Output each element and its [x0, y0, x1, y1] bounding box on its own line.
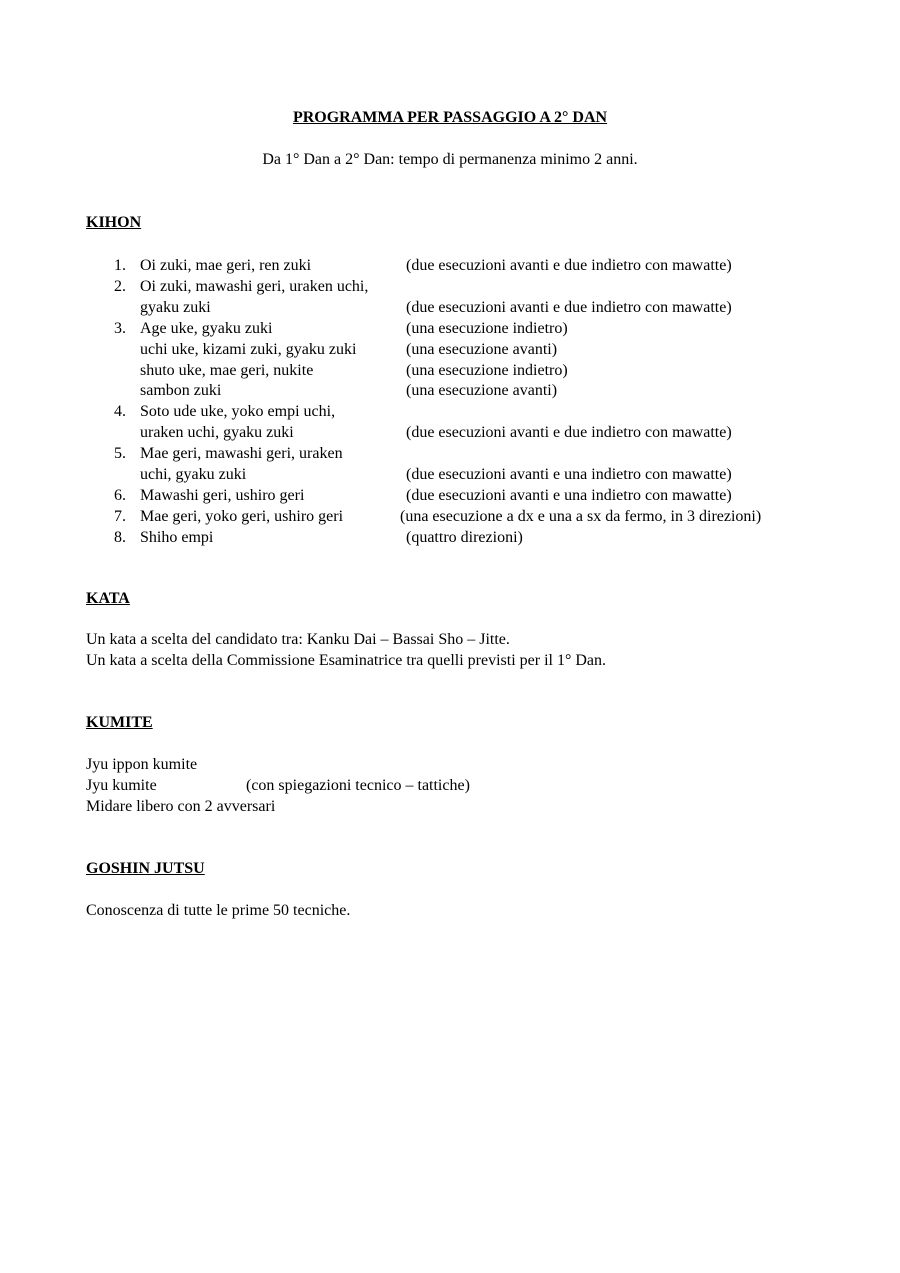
kumite-line: Midare libero con 2 avversari — [86, 798, 276, 815]
kihon-execution-note: (due esecuzioni avanti e due indietro con mawatte) — [406, 299, 732, 316]
kihon-item-number: 4. — [114, 403, 126, 420]
kihon-item-number: 3. — [114, 320, 126, 337]
kihon-execution-note: (due esecuzioni avanti e due indietro con mawatte) — [406, 424, 732, 441]
kihon-execution-note: (una esecuzione a dx e una a sx da fermo, in 3 direzioni) — [400, 508, 762, 525]
kata-heading: KATA — [86, 590, 130, 607]
kihon-technique: shuto uke, mae geri, nukite — [140, 362, 314, 379]
kumite-line: Jyu ippon kumite — [86, 756, 198, 773]
kihon-technique: Oi zuki, mae geri, ren zuki — [140, 257, 312, 274]
kihon-item-number: 6. — [114, 487, 126, 504]
kihon-item-number: 2. — [114, 278, 126, 295]
kihon-execution-note: (due esecuzioni avanti e due indietro con mawatte) — [406, 257, 732, 274]
kihon-execution-note: (due esecuzioni avanti e una indietro con mawatte) — [406, 487, 732, 504]
kihon-technique: Age uke, gyaku zuki — [140, 320, 273, 337]
kumite-heading: KUMITE — [86, 714, 153, 731]
kata-line: Un kata a scelta della Commissione Esaminatrice tra quelli previsti per il 1° Dan. — [86, 652, 607, 669]
kihon-execution-note: (due esecuzioni avanti e una indietro con mawatte) — [406, 466, 732, 483]
kihon-execution-note: (una esecuzione indietro) — [406, 362, 568, 379]
page-title: PROGRAMMA PER PASSAGGIO A 2° DAN — [292, 109, 608, 126]
kihon-technique: Oi zuki, mawashi geri, uraken uchi, — [140, 278, 369, 295]
kihon-execution-note: (una esecuzione avanti) — [406, 382, 558, 399]
kihon-execution-note: (una esecuzione avanti) — [406, 341, 558, 358]
kihon-item-number: 8. — [114, 529, 126, 546]
kihon-item-number: 7. — [114, 508, 126, 525]
kihon-technique: Mae geri, yoko geri, ushiro geri — [140, 508, 344, 525]
kihon-technique: Mawashi geri, ushiro geri — [140, 487, 305, 504]
goshin-jutsu-heading: GOSHIN JUTSU — [86, 860, 205, 877]
page-subtitle: Da 1° Dan a 2° Dan: tempo di permanenza minimo 2 anni. — [262, 151, 638, 168]
kihon-execution-note: (una esecuzione indietro) — [406, 320, 568, 337]
kihon-technique: uraken uchi, gyaku zuki — [140, 424, 294, 441]
kihon-technique: Shiho empi — [140, 529, 214, 546]
kihon-technique: gyaku zuki — [140, 299, 211, 316]
goshin-jutsu-line: Conoscenza di tutte le prime 50 tecniche. — [86, 902, 351, 919]
kihon-technique: Soto ude uke, yoko empi uchi, — [140, 403, 336, 420]
kihon-item-number: 1. — [114, 257, 126, 274]
kumite-line-label: Jyu kumite — [86, 777, 157, 794]
kumite-line-note: (con spiegazioni tecnico – tattiche) — [246, 777, 470, 794]
kihon-heading: KIHON — [86, 214, 142, 231]
kihon-technique: Mae geri, mawashi geri, uraken — [140, 445, 343, 462]
kihon-item-number: 5. — [114, 445, 126, 462]
kihon-technique: sambon zuki — [140, 382, 222, 399]
kihon-technique: uchi uke, kizami zuki, gyaku zuki — [140, 341, 357, 358]
kata-line: Un kata a scelta del candidato tra: Kanku Dai – Bassai Sho – Jitte. — [86, 631, 510, 648]
kihon-technique: uchi, gyaku zuki — [140, 466, 247, 483]
kihon-execution-note: (quattro direzioni) — [406, 529, 523, 546]
